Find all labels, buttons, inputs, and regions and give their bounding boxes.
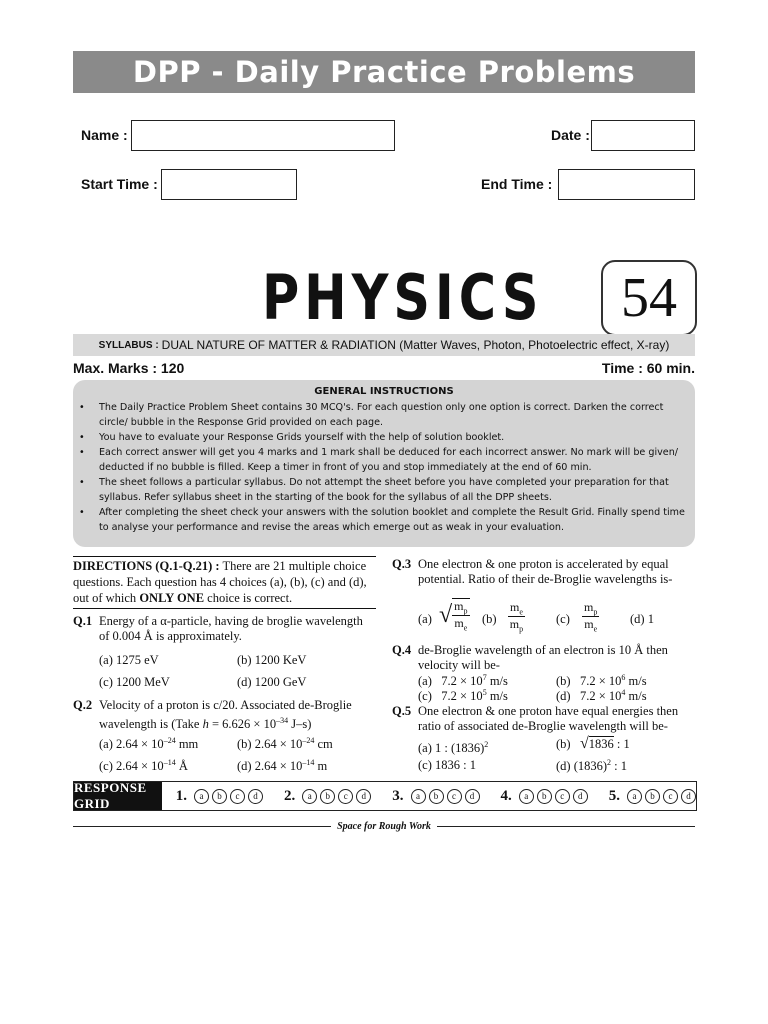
instruction-item: • The sheet follows a particular syllabus. Do not attempt the sheet before you have completed your preparation for that syllabus. Refer syllabus sheet in the starting of the book for the syllabus of all the DPP sheets. — [99, 475, 685, 505]
q4-option-c: (c) $7.2 \times 10^5$ m/s — [418, 688, 508, 704]
instruction-item: • Each correct answer will get you 4 marks and 1 mark shall be deduced for each incorrect answer. No mark will be given/ deducted if no bubble is filled. Keep a timer in front of you and stop immediately at the end of 60 min. — [99, 445, 685, 475]
time-limit: Time : 60 min. — [601, 360, 695, 376]
directions-bottom-rule — [73, 608, 376, 609]
response-number: 3. — [392, 787, 404, 804]
directions-label: DIRECTIONS (Q.1-Q.21) : — [73, 559, 220, 573]
response-group — [609, 788, 696, 805]
syllabus-bar — [73, 334, 695, 356]
name-label: Name : — [81, 127, 128, 143]
answer-bubble[interactable]: b — [212, 789, 227, 804]
end-time-label: End Time : — [481, 176, 553, 192]
response-number: 5. — [608, 787, 620, 804]
q2-text-part: J–s) — [288, 717, 312, 732]
q2-option-b: (b) $2.64 \times 10^{-24}$ cm — [237, 736, 333, 752]
start-time-label: Start Time : — [81, 176, 158, 192]
q4-option-a: (a) $7.2 \times 10^7$ m/s — [418, 673, 508, 689]
question-number: Q.1 — [73, 614, 93, 628]
directions-emphasis: ONLY ONE — [139, 591, 205, 605]
q2-symbol-h: h — [202, 717, 209, 732]
answer-bubble[interactable]: c — [230, 789, 245, 804]
response-group — [284, 788, 371, 805]
start-time-field[interactable] — [161, 169, 297, 200]
q3-option-c-label: (c) — [556, 612, 570, 626]
question-1-text: Energy of a α-particle, having de broglie wavelength of 0.004 Å is approximately. — [99, 614, 363, 643]
syllabus-text: DUAL NATURE OF MATTER & RADIATION (Matter Waves, Photon, Photoelectric effect, X-ray) — [161, 338, 670, 352]
response-bubbles — [176, 788, 696, 805]
subject-title: PHYSICS — [262, 261, 544, 334]
response-group — [501, 788, 588, 805]
q2-option-c: (c) $2.64 \times 10^{-14}$ Å — [99, 758, 188, 774]
sheet-number: 54 — [601, 260, 697, 336]
question-4-text: de-Broglie wavelength of an electron is 10 Å then velocity will be- — [418, 643, 668, 672]
question-number: Q.5 — [392, 704, 412, 718]
answer-bubble[interactable]: c — [555, 789, 570, 804]
q3-option-d: (d) 1 — [630, 612, 654, 626]
answer-bubble[interactable]: d — [248, 789, 263, 804]
question-3-text: One electron & one proton is accelerated by equal potential. Ratio of their de-Broglie wavelengths is- — [418, 557, 673, 586]
divider-line — [73, 826, 331, 827]
q3-option-b: $\frac{m_e}{m_p}$ — [509, 600, 524, 634]
instruction-item: • The Daily Practice Problem Sheet contains 30 MCQ's. For each question only one option is correct. Darken the correct circle/ bubble in the Response Grid provided on each page. — [99, 400, 685, 430]
answer-bubble[interactable]: a — [519, 789, 534, 804]
q4-option-d: (d) $7.2 \times 10^4$ m/s — [556, 688, 647, 704]
instructions-title: GENERAL INSTRUCTIONS — [314, 386, 454, 397]
q2-text-part: = 6.626 × 10 — [208, 717, 277, 732]
general-instructions — [73, 380, 695, 547]
q5-option-d: (d) $(1836)^2$ : 1 — [556, 758, 628, 774]
response-number: 2. — [284, 787, 296, 804]
q3-option-a: √ $\frac{m_p}{m_e}$ — [439, 599, 468, 633]
q2-text-part: Velocity of a proton is c/20. Associated de-Broglie wavelength is (Take — [99, 698, 352, 732]
end-time-field[interactable] — [558, 169, 695, 200]
sqrt-icon: √ — [439, 602, 453, 629]
question-2-text — [99, 698, 376, 732]
q2-option-d: (d) $2.64 \times 10^{-14}$ m — [237, 758, 328, 774]
response-number: 1. — [175, 787, 187, 804]
directions-top-rule — [73, 556, 376, 557]
banner-title: DPP - Daily Practice Problems — [132, 55, 636, 89]
syllabus-label: SYLLABUS : — [98, 339, 159, 351]
name-field[interactable] — [131, 120, 395, 151]
answer-bubble[interactable]: d — [681, 789, 696, 804]
q3-option-c: $\frac{m_p}{m_e}$ — [584, 600, 598, 634]
answer-bubble[interactable]: d — [356, 789, 371, 804]
question-5-text: One electron & one proton have equal energies then ratio of associated de-Broglie wavelength will be- — [418, 704, 679, 733]
q4-option-b: (b) $7.2 \times 10^6$ m/s — [556, 673, 647, 689]
question-number: Q.3 — [392, 557, 412, 571]
q5-option-b: (b) √ 1836 : 1 — [556, 735, 630, 752]
q3-option-a-label: (a) — [418, 612, 432, 626]
date-field[interactable] — [591, 120, 695, 151]
response-group — [392, 788, 479, 805]
answer-bubble[interactable]: d — [465, 789, 480, 804]
directions-text: There are 21 multiple choice questions. Each question has 4 choices (a), (b), (c) and (d), out of which — [73, 559, 367, 605]
answer-bubble[interactable]: a — [627, 789, 642, 804]
q1-option-c: (c) 1200 MeV — [99, 675, 170, 689]
max-marks: Max. Marks : 120 — [73, 360, 185, 376]
answer-bubble[interactable]: c — [338, 789, 353, 804]
answer-bubble[interactable]: a — [194, 789, 209, 804]
instruction-item: • You have to evaluate your Response Grids yourself with the help of solution booklet. — [99, 430, 685, 445]
response-grid-label: RESPONSE GRID — [74, 782, 162, 810]
q5-option-c: (c) 1836 : 1 — [418, 758, 476, 772]
q1-option-d: (d) 1200 GeV — [237, 675, 307, 689]
answer-bubble[interactable]: b — [320, 789, 335, 804]
rough-work-label: Space for Rough Work — [337, 821, 431, 832]
divider-line — [437, 826, 695, 827]
response-number: 4. — [500, 787, 512, 804]
instruction-item: • After completing the sheet check your answers with the solution booklet and complete the Result Grid. Finally spend time to analyse your performance and revise the areas which emerge out as weak in your evaluation. — [99, 505, 685, 535]
date-label: Date : — [551, 127, 590, 143]
answer-bubble[interactable]: b — [537, 789, 552, 804]
question-number: Q.2 — [73, 698, 93, 712]
response-grid — [73, 781, 697, 811]
answer-bubble[interactable]: b — [645, 789, 660, 804]
question-number: Q.4 — [392, 643, 412, 657]
rough-work-divider — [73, 821, 695, 832]
q1-option-b: (b) 1200 KeV — [237, 653, 307, 667]
sqrt-icon: √ — [579, 735, 589, 752]
directions-text-end: choice is correct. — [204, 591, 293, 605]
q2-option-a: (a) $2.64 \times 10^{-24}$ mm — [99, 736, 199, 752]
q3-option-b-label: (b) — [482, 612, 497, 626]
answer-bubble[interactable]: c — [447, 789, 462, 804]
q2-exponent: –34 — [276, 716, 289, 725]
answer-bubble[interactable]: b — [429, 789, 444, 804]
answer-bubble[interactable]: d — [573, 789, 588, 804]
answer-bubble[interactable]: a — [411, 789, 426, 804]
answer-bubble[interactable]: c — [663, 789, 678, 804]
response-group — [176, 788, 263, 805]
q5-option-a: (a) 1 : $(1836)^2$ — [418, 740, 489, 756]
q1-option-a: (a) 1275 eV — [99, 653, 159, 667]
directions — [73, 558, 376, 606]
answer-bubble[interactable]: a — [302, 789, 317, 804]
title-banner — [73, 51, 695, 93]
